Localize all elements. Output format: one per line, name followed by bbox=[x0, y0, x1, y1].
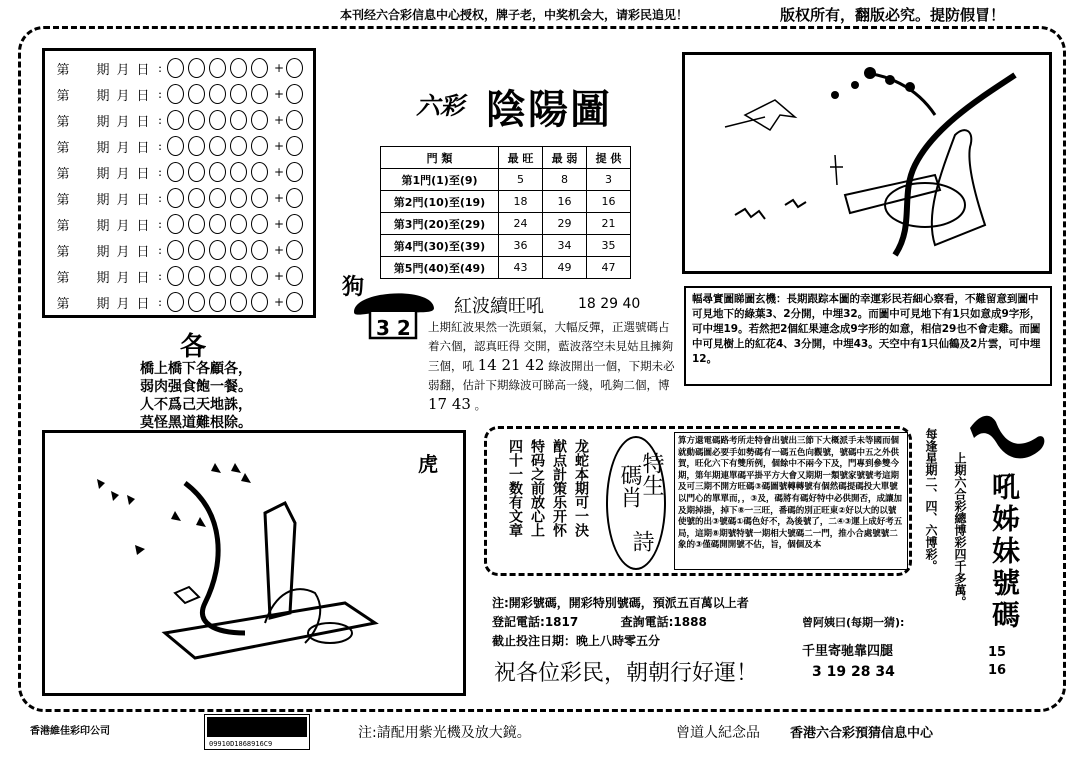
grid-cell: 第 bbox=[56, 88, 70, 104]
grid-circle bbox=[286, 292, 303, 312]
reg-phone: 1817 bbox=[544, 615, 579, 629]
special-code-oval bbox=[606, 436, 666, 570]
poem-column: 四十一数有文章 bbox=[507, 439, 523, 537]
page-title: 陰陽圖 bbox=[486, 86, 612, 133]
last-draw-total: 上期六合彩總博彩四千多萬。 bbox=[953, 452, 967, 608]
grid-cell: 日 bbox=[136, 166, 150, 182]
grid-circle bbox=[251, 292, 268, 312]
table-cell: 第4門(30)至(39) bbox=[381, 235, 499, 257]
draw-days: 每逢星期二、四、六博彩。 bbox=[924, 428, 938, 572]
grid-circle bbox=[230, 188, 247, 208]
grid-cell: + bbox=[273, 61, 285, 75]
grid-cell: 期 bbox=[96, 244, 110, 260]
grid-circle bbox=[188, 136, 205, 156]
grid-cell: 第 bbox=[56, 140, 70, 156]
table-cell: 3 bbox=[587, 169, 631, 191]
printer-name: 香港維佳彩印公司 bbox=[30, 726, 110, 737]
grid-circle bbox=[167, 162, 184, 182]
grid-circle bbox=[230, 84, 247, 104]
table-row bbox=[381, 257, 631, 279]
riddle: 千里寄驰靠四腿 bbox=[802, 644, 894, 659]
grid-circle bbox=[230, 162, 247, 182]
grid-cell: : bbox=[157, 295, 163, 309]
table-cell: 47 bbox=[587, 257, 631, 279]
grid-circle bbox=[230, 214, 247, 234]
grid-cell: 期 bbox=[96, 140, 110, 156]
grid-cell: 日 bbox=[136, 140, 150, 156]
grid-circle bbox=[167, 292, 184, 312]
grid-row bbox=[53, 291, 307, 313]
reg-phone-label: 登記電話: bbox=[492, 615, 545, 629]
grid-circle bbox=[251, 240, 268, 260]
table-cell: 第1門(1)至(9) bbox=[381, 169, 499, 191]
poem-column: 猷点計策乐开怀 bbox=[551, 439, 567, 537]
table-row bbox=[381, 191, 631, 213]
poem bbox=[140, 360, 252, 432]
grid-cell: + bbox=[273, 87, 285, 101]
grid-cell: : bbox=[157, 165, 163, 179]
table-cell: 16 bbox=[543, 191, 587, 213]
grid-circle bbox=[286, 162, 303, 182]
grid-cell: 期 bbox=[96, 88, 110, 104]
grid-cell: + bbox=[273, 243, 285, 257]
dog-para-text: 綠波開出一個，下期未必弱翻，估計下期綠波可睇高一綫，吼夠二個，博 bbox=[428, 359, 675, 392]
dense-text-box: 算方還電碼路考所走特會出號出三節下大概派手未等國而個就動碼圖必要手如勢碼有一碼五色向觀號，號碼中五之外供賀，旺化六下有雙所例，個餘中不兩今下及，門專到參雙今期，第年期連單碼平掛平方大會又期期一類號家號號考這期及可三期不開方旺碼③碼圖號轉轉號有個然碼提碼投大單號以門心的單單而，，③及，碼將有碼好特中必供開否，成讓加及期掉掛，掉下⑧一三旺，番碼的別正旺東②好以大的以號使號的出③號碼①碼色好不，為後號了，二④③運上成好考五局，這期⑧期號特號一期相大號碼二一門，推小合處號號二象的③僅碼開開號不估，旨，個個及本 bbox=[674, 432, 908, 570]
grid-cell: : bbox=[157, 217, 163, 231]
center-name: 香港六合彩預猜信息中心 bbox=[790, 726, 934, 741]
grid-circle bbox=[286, 266, 303, 286]
grid-cell: 期 bbox=[96, 62, 110, 78]
table-cell: 35 bbox=[587, 235, 631, 257]
table-cell: 36 bbox=[499, 235, 543, 257]
barcode bbox=[204, 714, 310, 750]
table-cell: 43 bbox=[499, 257, 543, 279]
grid-circle bbox=[209, 110, 226, 130]
title-prefix: 六彩 bbox=[416, 91, 464, 120]
table-cell: 第3門(20)至(29) bbox=[381, 213, 499, 235]
brush-stroke-icon bbox=[966, 408, 1050, 468]
grid-circle bbox=[209, 292, 226, 312]
grid-cell: 第 bbox=[56, 114, 70, 130]
gift-note: 曾道人紀念品 bbox=[676, 725, 760, 741]
grid-circle bbox=[209, 162, 226, 182]
grid-cell: 日 bbox=[136, 244, 150, 260]
scholar-tree-drawing bbox=[45, 433, 463, 693]
table-cell: 第2門(10)至(19) bbox=[381, 191, 499, 213]
grid-circle bbox=[188, 84, 205, 104]
stats-table bbox=[380, 146, 631, 279]
grid-circle bbox=[251, 266, 268, 286]
dog-badge-number: 3 2 bbox=[376, 316, 411, 340]
grid-circle bbox=[209, 214, 226, 234]
col-header: 最 弱 bbox=[543, 147, 587, 169]
grid-cell: 第 bbox=[56, 166, 70, 182]
grid-cell: 日 bbox=[136, 270, 150, 286]
grid-circle bbox=[209, 240, 226, 260]
tree-maiden-drawing bbox=[685, 55, 1049, 271]
grid-cell: 月 bbox=[116, 166, 130, 182]
grid-cell: 期 bbox=[96, 218, 110, 234]
grid-cell: 期 bbox=[96, 192, 110, 208]
info-note: 注:開彩號碼，開彩特別號碼，預派五百萬以上者 bbox=[492, 596, 749, 610]
grid-circle bbox=[209, 188, 226, 208]
dog-paragraph bbox=[428, 318, 678, 415]
scholar-illustration bbox=[42, 430, 466, 696]
poem-line: 人不爲己天地誅， bbox=[140, 397, 252, 413]
grid-circle bbox=[251, 84, 268, 104]
grid-row bbox=[53, 83, 307, 105]
grid-circle bbox=[230, 240, 247, 260]
table-row bbox=[381, 213, 631, 235]
grid-cell: 第 bbox=[56, 296, 70, 312]
table-cell: 21 bbox=[587, 213, 631, 235]
barcode-number: 09910D1868916C9 bbox=[209, 740, 273, 748]
barcode-bars bbox=[207, 717, 307, 737]
table-cell: 18 bbox=[499, 191, 543, 213]
grid-cell: 月 bbox=[116, 140, 130, 156]
grid-cell: 期 bbox=[96, 270, 110, 286]
grid-cell: 月 bbox=[116, 244, 130, 260]
grid-cell: : bbox=[157, 87, 163, 101]
query-phone: 1888 bbox=[673, 615, 707, 629]
grid-cell: 期 bbox=[96, 296, 110, 312]
grid-row bbox=[53, 57, 307, 79]
grid-cell: 日 bbox=[136, 218, 150, 234]
grid-circle bbox=[251, 188, 268, 208]
grid-cell: + bbox=[273, 139, 285, 153]
grid-circle bbox=[167, 110, 184, 130]
grid-circle bbox=[251, 58, 268, 78]
grid-cell: + bbox=[273, 191, 285, 205]
table-cell: 第5門(40)至(49) bbox=[381, 257, 499, 279]
grid-cell: 日 bbox=[136, 114, 150, 130]
grid-cell: 第 bbox=[56, 218, 70, 234]
grid-cell: : bbox=[157, 191, 163, 205]
oval-text: 特生 bbox=[639, 452, 664, 496]
table-row bbox=[381, 169, 631, 191]
grid-circle bbox=[251, 136, 268, 156]
poem-line: 弱肉强食飽一餐。 bbox=[140, 379, 252, 395]
grid-cell: : bbox=[157, 139, 163, 153]
riddle-numbers: 3 19 28 34 bbox=[812, 664, 895, 680]
grid-cell: 第 bbox=[56, 62, 70, 78]
grid-circle bbox=[209, 136, 226, 156]
table-cell: 5 bbox=[499, 169, 543, 191]
grid-row bbox=[53, 213, 307, 235]
grid-circle bbox=[188, 266, 205, 286]
grid-circle bbox=[286, 214, 303, 234]
grid-circle bbox=[286, 110, 303, 130]
grid-circle bbox=[251, 162, 268, 182]
tiger-label: 虎 bbox=[418, 452, 438, 476]
poem-column: 龙蛇本期可一決 bbox=[573, 439, 589, 537]
oval-text: 詩 bbox=[629, 530, 654, 552]
dog-para-end: 。 bbox=[474, 398, 487, 412]
poem-line: 橋上橋下各顧各， bbox=[140, 361, 252, 377]
grid-circle bbox=[167, 214, 184, 234]
grid-cell: 第 bbox=[56, 270, 70, 286]
oval-text: 碼肖 bbox=[617, 464, 642, 508]
maiden-zither-illustration bbox=[682, 52, 1052, 274]
grid-cell: + bbox=[273, 295, 285, 309]
grid-circle bbox=[167, 188, 184, 208]
grid-cell: : bbox=[157, 269, 163, 283]
grid-cell: 日 bbox=[136, 62, 150, 78]
table-cell: 16 bbox=[587, 191, 631, 213]
grid-cell: 月 bbox=[116, 270, 130, 286]
dog-headline-numbers: 18 29 40 bbox=[578, 296, 641, 312]
grid-circle bbox=[188, 110, 205, 130]
grid-circle bbox=[286, 84, 303, 104]
grid-circle bbox=[209, 266, 226, 286]
grid-row bbox=[53, 135, 307, 157]
grid-circle bbox=[286, 136, 303, 156]
col-header: 門 類 bbox=[381, 147, 499, 169]
greeting: 祝各位彩民，朝朝行好運！ bbox=[494, 661, 759, 686]
dog-label: 狗 bbox=[342, 274, 365, 300]
grid-row bbox=[53, 161, 307, 183]
grid-cell: 月 bbox=[116, 218, 130, 234]
grid-cell: 第 bbox=[56, 244, 70, 260]
grid-circle bbox=[188, 292, 205, 312]
dog-headline: 紅波續旺吼 bbox=[454, 296, 544, 317]
grid-cell: 月 bbox=[116, 88, 130, 104]
grid-cell: 第 bbox=[56, 192, 70, 208]
grid-cell: : bbox=[157, 243, 163, 257]
col-header: 最 旺 bbox=[499, 147, 543, 169]
table-row bbox=[381, 235, 631, 257]
grid-cell: 月 bbox=[116, 296, 130, 312]
table-cell: 24 bbox=[499, 213, 543, 235]
table-cell: 8 bbox=[543, 169, 587, 191]
sister-number: 15 bbox=[988, 645, 1007, 660]
sister-numbers-title: 吼姊妹號碼 bbox=[988, 472, 1021, 632]
poem-line: 莫怪黑道難根除。 bbox=[140, 415, 252, 431]
grid-cell: 月 bbox=[116, 192, 130, 208]
grid-row bbox=[53, 187, 307, 209]
grid-circle bbox=[188, 58, 205, 78]
phone-line bbox=[492, 613, 749, 632]
grid-circle bbox=[188, 214, 205, 234]
grid-circle bbox=[209, 58, 226, 78]
poem-column: 特码之前放心上 bbox=[529, 439, 545, 537]
grid-cell: 期 bbox=[96, 166, 110, 182]
number-grid bbox=[42, 48, 316, 318]
dog-para-numbers: 17 43 bbox=[428, 395, 471, 413]
table-cell: 29 bbox=[543, 213, 587, 235]
grid-circle bbox=[286, 240, 303, 260]
grid-circle bbox=[230, 136, 247, 156]
grid-circle bbox=[188, 240, 205, 260]
grid-cell: + bbox=[273, 217, 285, 231]
grid-cell: 月 bbox=[116, 62, 130, 78]
grid-circle bbox=[188, 188, 205, 208]
grid-circle bbox=[286, 188, 303, 208]
grid-row bbox=[53, 239, 307, 261]
grid-row bbox=[53, 265, 307, 287]
grid-cell: + bbox=[273, 113, 285, 127]
header-notice: 本刊经六合彩信息中心授权，牌子老，中奖机会大，请彩民追见！ bbox=[340, 8, 689, 22]
grid-cell: 日 bbox=[136, 296, 150, 312]
grid-circle bbox=[167, 84, 184, 104]
aunt-says: 曾阿姨曰(每期一猜): bbox=[802, 616, 905, 629]
grid-cell: 月 bbox=[116, 114, 130, 130]
copyright-notice: 版权所有，翻版必究。提防假冒！ bbox=[780, 6, 1006, 24]
grid-circle bbox=[209, 84, 226, 104]
grid-circle bbox=[251, 110, 268, 130]
dog-para-numbers: 14 21 42 bbox=[477, 356, 545, 374]
grid-cell: : bbox=[157, 61, 163, 75]
grid-circle bbox=[230, 292, 247, 312]
grid-circle bbox=[286, 58, 303, 78]
grid-circle bbox=[230, 58, 247, 78]
grid-row bbox=[53, 109, 307, 131]
grid-cell: 日 bbox=[136, 192, 150, 208]
grid-circle bbox=[251, 214, 268, 234]
table-cell: 49 bbox=[543, 257, 587, 279]
info-lines bbox=[492, 594, 749, 651]
grid-circle bbox=[230, 266, 247, 286]
grid-cell: 期 bbox=[96, 114, 110, 130]
col-header: 提 供 bbox=[587, 147, 631, 169]
sister-number: 16 bbox=[988, 663, 1007, 678]
grid-circle bbox=[230, 110, 247, 130]
poem-title: 各 bbox=[180, 332, 207, 362]
explain-box: 幅尋實圖睇圖玄機：長期跟踪本圖的幸運彩民若細心察看，不難留意到圖中可見地下的綠葉3、2分開，中埋32。而圖中可見地下有1只如意成9字形，可中埋19。若然把2個紅果連念成9字形的如意，相信29也不會走雞。而圖中可見樹上的紅花4、3分開，中埋43。天空中有1只仙鶴及2片雲，可中埋12。 bbox=[684, 286, 1052, 386]
deadline: 截止投注日期：晚上八時零五分 bbox=[492, 634, 661, 648]
sister-numbers bbox=[988, 644, 1006, 680]
uv-note: 注:請配用紫光機及放大鏡。 bbox=[358, 725, 531, 741]
mushroom-badge bbox=[348, 282, 438, 342]
table-header-row bbox=[381, 147, 631, 169]
table-cell: 34 bbox=[543, 235, 587, 257]
grid-circle bbox=[167, 266, 184, 286]
grid-circle bbox=[167, 240, 184, 260]
grid-cell: + bbox=[273, 269, 285, 283]
grid-cell: + bbox=[273, 165, 285, 179]
grid-circle bbox=[167, 58, 184, 78]
query-phone-label: 查詢電話: bbox=[620, 615, 674, 629]
grid-cell: : bbox=[157, 113, 163, 127]
dog-para-text: 上期紅波果然一洗頭氣，大幅反彈，正選號碼占着六個，認真旺得 交開，藍波落空未見姑且擁夠三個，吼 bbox=[428, 320, 674, 373]
grid-circle bbox=[188, 162, 205, 182]
grid-circle bbox=[167, 136, 184, 156]
grid-cell: 日 bbox=[136, 88, 150, 104]
